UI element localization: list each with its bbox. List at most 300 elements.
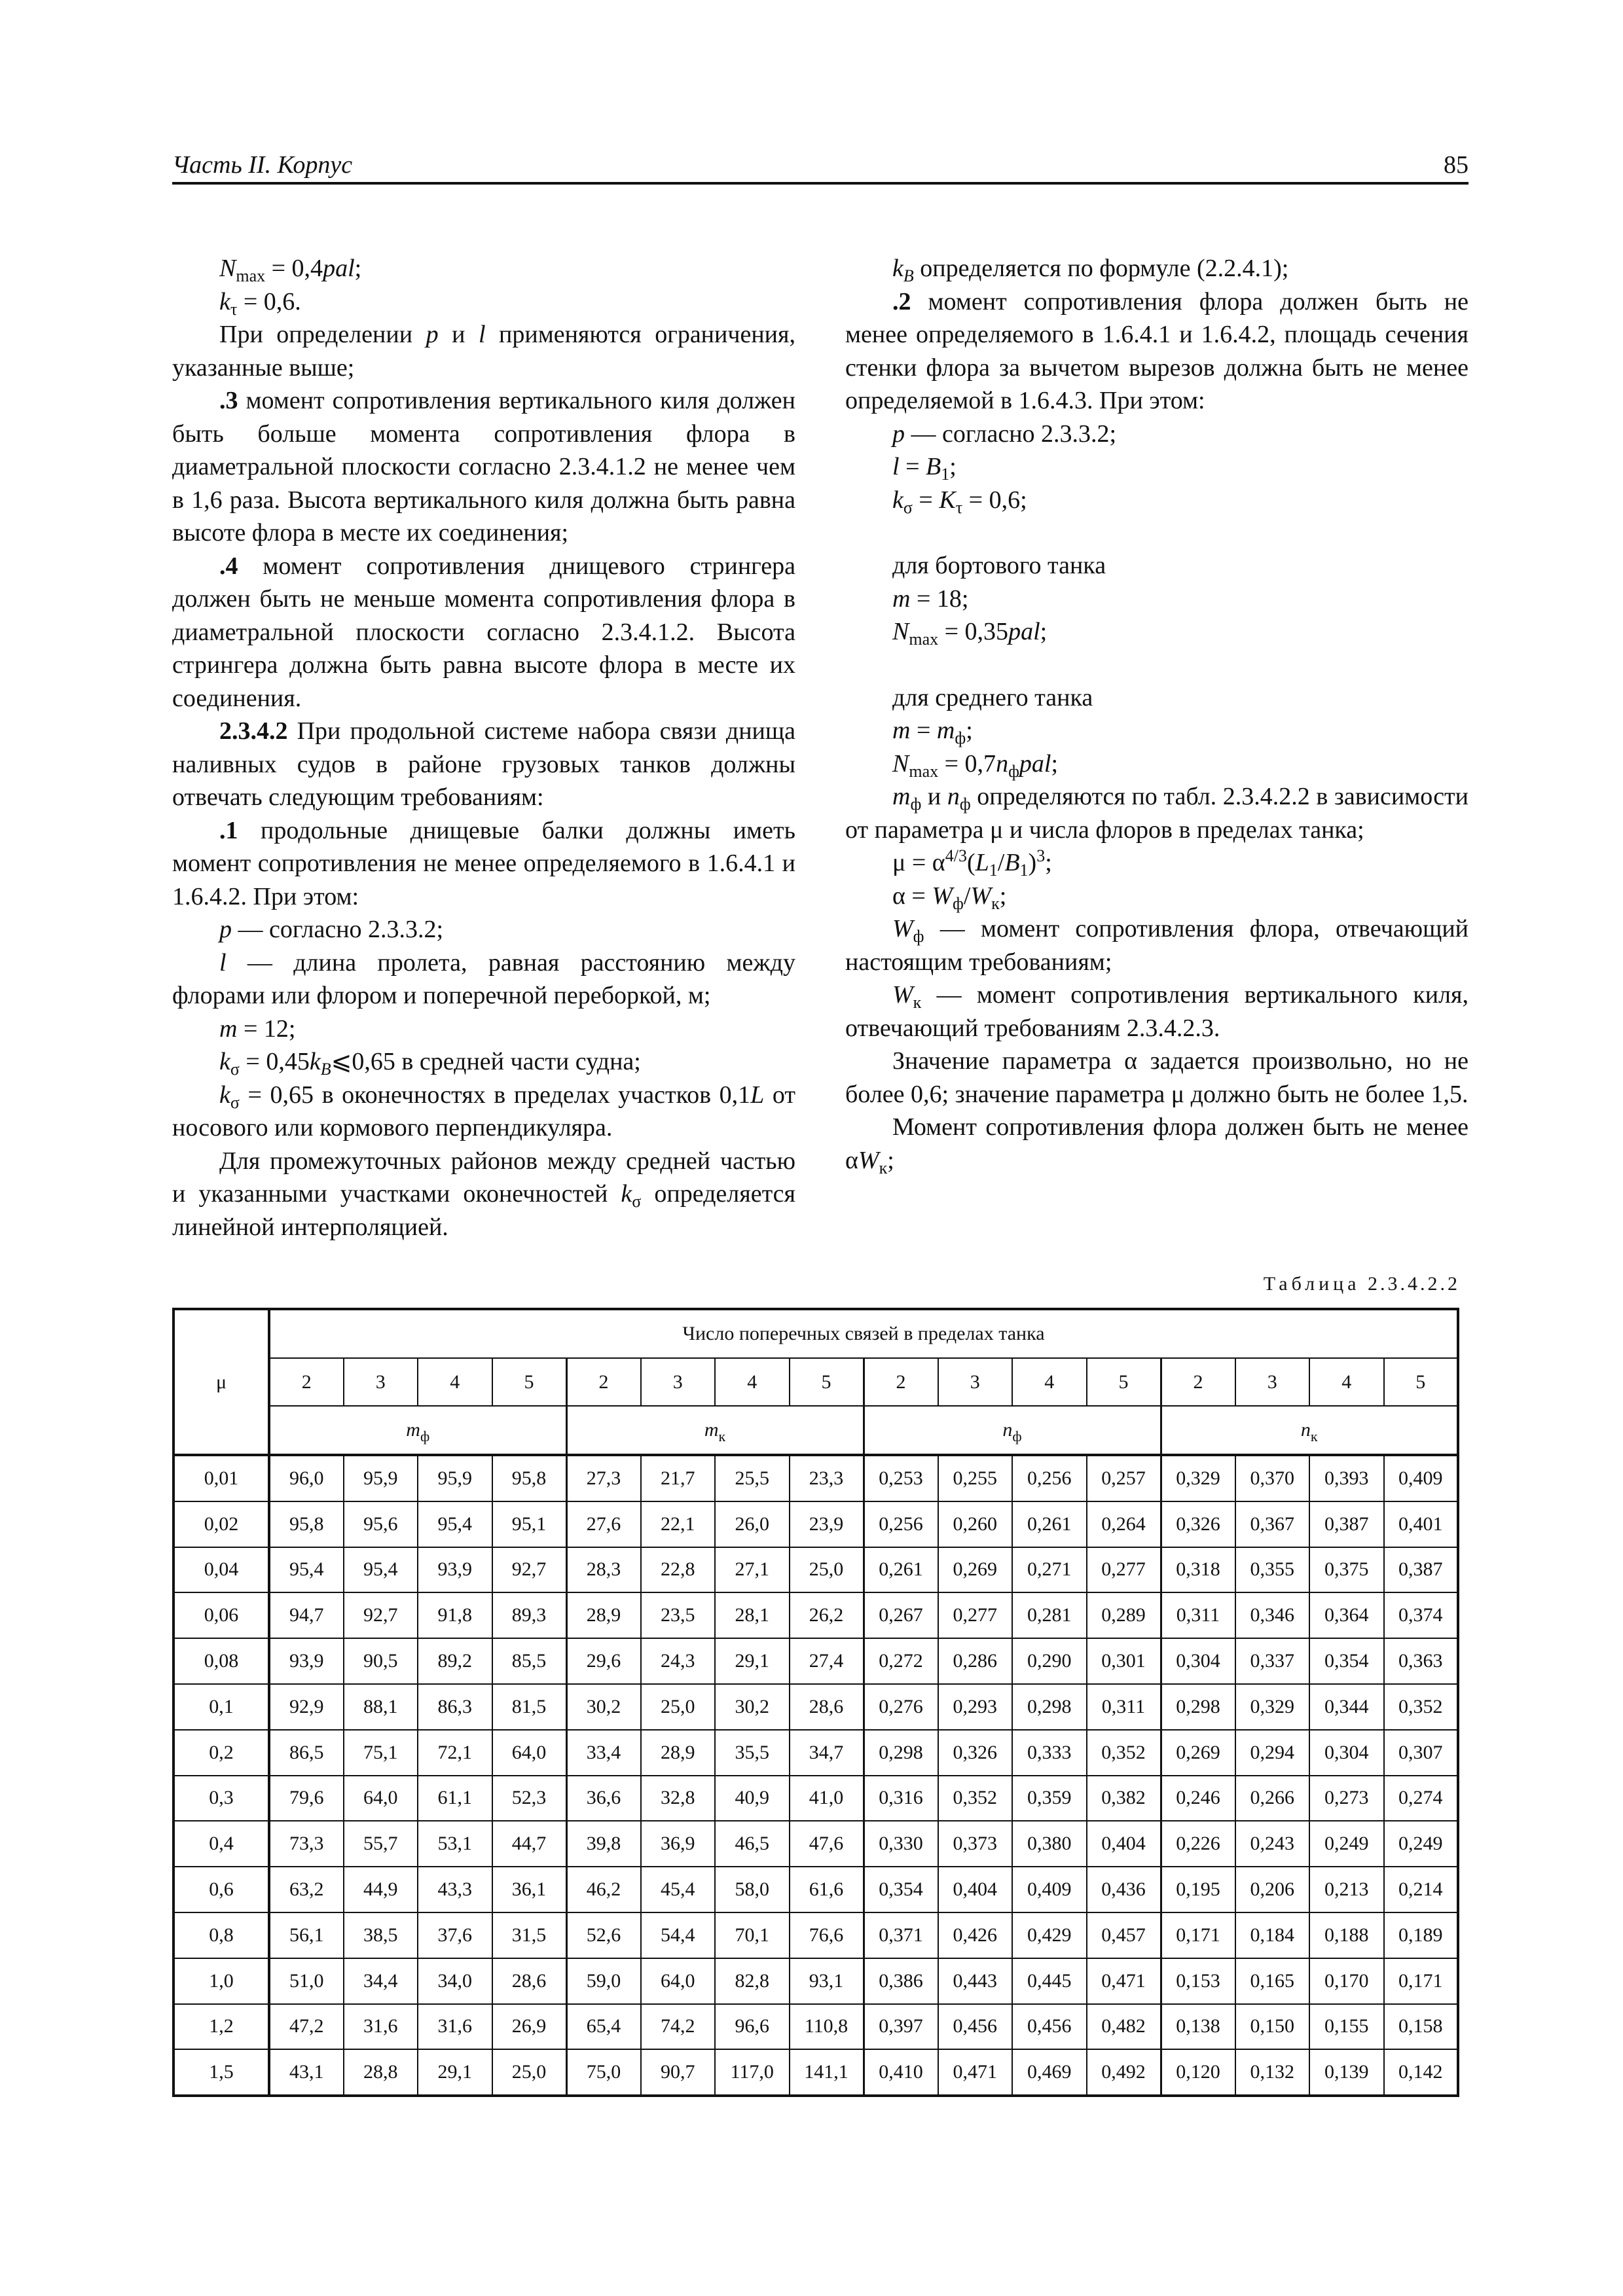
value-cell: 0,352 (1384, 1684, 1459, 1730)
def-ksigma-middle: $k_\sigma$ = $0,45k_B⩽0,65$ в средней части судна; (219, 1048, 641, 1079)
value-cell: 95,6 (344, 1501, 418, 1547)
value-cell: 27,3 (566, 1455, 641, 1501)
count-header-cell: 5 (1087, 1358, 1161, 1406)
value-cell: 95,4 (344, 1547, 418, 1593)
value-cell: 44,9 (344, 1867, 418, 1912)
value-cell: 28,6 (790, 1684, 864, 1730)
value-cell: 64,0 (492, 1730, 567, 1776)
value-cell: 0,374 (1384, 1592, 1459, 1638)
value-cell: 0,367 (1235, 1501, 1310, 1547)
value-cell: 0,132 (1235, 2049, 1310, 2096)
value-cell: 0,158 (1384, 2004, 1459, 2050)
value-cell: 94,7 (269, 1592, 344, 1638)
group-subscript: ф (420, 1428, 430, 1444)
value-cell: 0,171 (1384, 1958, 1459, 2004)
value-cell: 92,9 (269, 1684, 344, 1730)
value-cell: 95,1 (492, 1501, 567, 1547)
def-wk: $W_к$ — момент сопротивления вертикального киля, отвечающий требованиям 2.3.4.2.3. (845, 981, 1468, 1042)
value-cell: 23,3 (790, 1455, 864, 1501)
def-l-floor: $l = B_1$; (892, 453, 957, 484)
value-cell: 51,0 (269, 1958, 344, 2004)
value-cell: 0,290 (1012, 1638, 1087, 1684)
value-cell: 52,3 (492, 1776, 567, 1821)
value-cell: 0,355 (1235, 1547, 1310, 1593)
value-cell: 0,269 (1161, 1730, 1235, 1776)
value-cell: 61,1 (418, 1776, 492, 1821)
value-cell: 29,6 (566, 1638, 641, 1684)
value-cell: 0,226 (1161, 1821, 1235, 1867)
value-cell: 23,9 (790, 1501, 864, 1547)
def-nmax-center: $N_{max} = 0,7n_фpal$; (892, 749, 1059, 781)
value-cell: 55,7 (344, 1821, 418, 1867)
value-cell: 70,1 (715, 1912, 790, 1958)
mu-cell: 1,0 (173, 1958, 269, 2004)
value-cell: 26,0 (715, 1501, 790, 1547)
value-cell: 0,364 (1309, 1592, 1384, 1638)
paragraph-4: .4 момент сопротивления днищевого стрингера должен быть не меньше момента сопротивления флора в диаметральной плоскости согласно 2.3.4.1.2. Высота стрингера должна быть равна высоте флора в месте их соединения. (172, 552, 795, 712)
value-cell: 36,9 (641, 1821, 716, 1867)
data-table (172, 1308, 1459, 2097)
mu-cell: 0,1 (173, 1684, 269, 1730)
value-cell: 38,5 (344, 1912, 418, 1958)
group-subscript: к (718, 1428, 726, 1444)
value-cell: 0,153 (1161, 1958, 1235, 2004)
value-cell: 0,272 (864, 1638, 938, 1684)
value-cell: 28,6 (492, 1958, 567, 2004)
paragraph-parameter-limits: Значение параметра α задается произвольно, но не более 0,6; значение параметра μ должно быть не более 1,5. (845, 1047, 1468, 1108)
count-header-cell: 5 (1384, 1358, 1459, 1406)
value-cell: 92,7 (344, 1592, 418, 1638)
def-wf: $W_ф$ — момент сопротивления флора, отвечающий настоящим требованиям; (845, 915, 1468, 976)
value-cell: 0,352 (938, 1776, 1013, 1821)
table-row (173, 1592, 1458, 1638)
value-cell: 89,2 (418, 1638, 492, 1684)
value-cell: 0,269 (938, 1547, 1013, 1593)
value-cell: 93,9 (418, 1547, 492, 1593)
value-cell: 0,359 (1012, 1776, 1087, 1821)
def-ksigma-ends: $k_\sigma = 0,65$ в оконечностях в пределах участков 0,1L от носового или кормового перпендикуляра. (172, 1081, 796, 1141)
count-header-cell: 4 (1012, 1358, 1087, 1406)
value-cell: 29,1 (418, 2049, 492, 2096)
table-row (173, 1958, 1458, 2004)
value-cell: 46,5 (715, 1821, 790, 1867)
count-header-cell: 3 (344, 1358, 418, 1406)
def-m-side: m = 18; (892, 584, 969, 613)
value-cell: 75,1 (344, 1730, 418, 1776)
value-cell: 0,213 (1309, 1867, 1384, 1912)
value-cell: 0,249 (1384, 1821, 1459, 1867)
def-m: m = 12; (219, 1014, 296, 1043)
value-cell: 56,1 (269, 1912, 344, 1958)
value-cell: 0,346 (1235, 1592, 1310, 1638)
value-cell: 0,354 (1309, 1638, 1384, 1684)
value-cell: 31,6 (344, 2004, 418, 2050)
value-cell: 45,4 (641, 1867, 716, 1912)
span-header: Число поперечных связей в пределах танка (269, 1309, 1458, 1358)
mu-cell: 0,4 (173, 1821, 269, 1867)
value-cell: 0,380 (1012, 1821, 1087, 1867)
mu-cell: 0,01 (173, 1455, 269, 1501)
value-cell: 0,253 (864, 1455, 938, 1501)
value-cell: 0,256 (1012, 1455, 1087, 1501)
group-header-cell (1161, 1406, 1458, 1455)
value-cell: 61,6 (790, 1867, 864, 1912)
value-cell: 0,382 (1087, 1776, 1161, 1821)
table-row (173, 1501, 1458, 1547)
value-cell: 0,165 (1235, 1958, 1310, 2004)
value-cell: 26,9 (492, 2004, 567, 2050)
value-cell: 0,352 (1087, 1730, 1161, 1776)
paragraph-2-3-4-2: 2.3.4.2 При продольной системе набора связи днища наливных судов в районе грузовых танков должны отвечать следующим требованиям: (172, 717, 795, 811)
mu-cell: 0,3 (173, 1776, 269, 1821)
value-cell: 23,5 (641, 1592, 716, 1638)
value-cell: 52,6 (566, 1912, 641, 1958)
value-cell: 47,2 (269, 2004, 344, 2050)
value-cell: 0,261 (864, 1547, 938, 1593)
value-cell: 31,6 (418, 2004, 492, 2050)
value-cell: 90,7 (641, 2049, 716, 2096)
value-cell: 25,0 (790, 1547, 864, 1593)
side-tank-label: для бортового танка (892, 552, 1106, 579)
count-header-cell: 4 (1309, 1358, 1384, 1406)
table-row (173, 1455, 1458, 1501)
paragraph-1: .1 продольные днищевые балки должны иметь момент сопротивления не менее определяемого в 1.6.4.1 и 1.6.4.2. При этом: (172, 816, 795, 910)
running-header (172, 145, 1468, 185)
value-cell: 28,3 (566, 1547, 641, 1593)
count-header-cell: 2 (1161, 1358, 1235, 1406)
value-cell: 37,6 (418, 1912, 492, 1958)
center-tank-label: для среднего танка (892, 683, 1093, 711)
value-cell: 0,260 (938, 1501, 1013, 1547)
header-title: Часть II. Корпус (172, 151, 353, 179)
value-cell: 0,206 (1235, 1867, 1310, 1912)
right-column (845, 252, 1468, 1177)
value-cell: 30,2 (566, 1684, 641, 1730)
def-ksigma-floor: $k_\sigma = K_\tau = 0,6$; (892, 486, 1027, 517)
group-symbol: n (1002, 1419, 1013, 1441)
value-cell: 0,311 (1161, 1592, 1235, 1638)
value-cell: 0,184 (1235, 1912, 1310, 1958)
value-cell: 95,8 (492, 1455, 567, 1501)
value-cell: 0,294 (1235, 1730, 1310, 1776)
group-header-cell (566, 1406, 864, 1455)
count-header-cell: 2 (566, 1358, 641, 1406)
value-cell: 0,286 (938, 1638, 1013, 1684)
value-cell: 36,6 (566, 1776, 641, 1821)
mu-cell: 0,6 (173, 1867, 269, 1912)
value-cell: 0,155 (1309, 2004, 1384, 2050)
value-cell: 0,344 (1309, 1684, 1384, 1730)
group-subscript: к (1310, 1428, 1318, 1444)
value-cell: 0,261 (1012, 1501, 1087, 1547)
table-row (173, 1547, 1458, 1593)
value-cell: 25,5 (715, 1455, 790, 1501)
paragraph-2: .2 момент сопротивления флора должен быть не менее определяемого в 1.6.4.1 и 1.6.4.2, площадь сечения стенки флора за вычетом вырезов должна быть не менее определяемой в 1.6.4.3. При этом: (845, 287, 1468, 414)
value-cell: 0,333 (1012, 1730, 1087, 1776)
value-cell: 82,8 (715, 1958, 790, 2004)
count-header-cell: 5 (790, 1358, 864, 1406)
count-header-cell: 2 (864, 1358, 938, 1406)
value-cell: 0,255 (938, 1455, 1013, 1501)
value-cell: 0,273 (1309, 1776, 1384, 1821)
value-cell: 74,2 (641, 2004, 716, 2050)
value-cell: 0,371 (864, 1912, 938, 1958)
value-cell: 0,471 (1087, 1958, 1161, 2004)
value-cell: 22,1 (641, 1501, 716, 1547)
value-cell: 64,0 (344, 1776, 418, 1821)
value-cell: 28,8 (344, 2049, 418, 2096)
value-cell: 35,5 (715, 1730, 790, 1776)
value-cell: 0,304 (1161, 1638, 1235, 1684)
value-cell: 43,3 (418, 1867, 492, 1912)
value-cell: 0,404 (1087, 1821, 1161, 1867)
value-cell: 0,409 (1012, 1867, 1087, 1912)
value-cell: 92,7 (492, 1547, 567, 1593)
value-cell: 26,2 (790, 1592, 864, 1638)
value-cell: 0,189 (1384, 1912, 1459, 1958)
value-cell: 0,397 (864, 2004, 938, 2050)
left-column (172, 252, 795, 1244)
value-cell: 0,337 (1235, 1638, 1310, 1684)
value-cell: 27,6 (566, 1501, 641, 1547)
mu-cell: 1,5 (173, 2049, 269, 2096)
value-cell: 0,386 (864, 1958, 938, 2004)
count-header-cell: 4 (418, 1358, 492, 1406)
group-header-cell (269, 1406, 566, 1455)
value-cell: 0,289 (1087, 1592, 1161, 1638)
def-m-center: $m = m_ф$; (892, 717, 973, 747)
count-header-cell: 4 (715, 1358, 790, 1406)
table-row (173, 1638, 1458, 1684)
table-row (173, 1684, 1458, 1730)
mu-header: μ (173, 1309, 269, 1455)
value-cell: 0,298 (864, 1730, 938, 1776)
value-cell: 0,249 (1309, 1821, 1384, 1867)
value-cell: 93,9 (269, 1638, 344, 1684)
value-cell: 0,482 (1087, 2004, 1161, 2050)
group-header-cell (864, 1406, 1161, 1455)
value-cell: 95,4 (418, 1501, 492, 1547)
value-cell: 0,393 (1309, 1455, 1384, 1501)
table-header-row (173, 1309, 1458, 1358)
value-cell: 89,3 (492, 1592, 567, 1638)
value-cell: 0,256 (864, 1501, 938, 1547)
group-symbol: n (1300, 1419, 1311, 1441)
value-cell: 73,3 (269, 1821, 344, 1867)
value-cell: 22,8 (641, 1547, 716, 1593)
value-cell: 54,4 (641, 1912, 716, 1958)
value-cell: 29,1 (715, 1638, 790, 1684)
value-cell: 95,4 (269, 1547, 344, 1593)
value-cell: 90,5 (344, 1638, 418, 1684)
value-cell: 0,195 (1161, 1867, 1235, 1912)
value-cell: 0,426 (938, 1912, 1013, 1958)
count-header-cell: 3 (641, 1358, 716, 1406)
mu-cell: 1,2 (173, 2004, 269, 2050)
value-cell: 0,410 (864, 2049, 938, 2096)
value-cell: 47,6 (790, 1821, 864, 1867)
mu-cell: 0,08 (173, 1638, 269, 1684)
value-cell: 0,281 (1012, 1592, 1087, 1638)
value-cell: 86,5 (269, 1730, 344, 1776)
value-cell: 0,457 (1087, 1912, 1161, 1958)
formula-mu: $\mu = \alpha^{4/3}(L_1/B_1)^3$; (892, 846, 1052, 880)
value-cell: 96,0 (269, 1455, 344, 1501)
paragraph-3: .3 момент сопротивления вертикального киля должен быть больше момента сопротивления флора в диаметральной плоскости согласно 2.3.4.1.2 не менее чем в 1,6 раза. Высота вертикального киля должна быть равна высоте флора в месте их соединения; (172, 387, 795, 547)
value-cell: 58,0 (715, 1867, 790, 1912)
value-cell: 0,373 (938, 1821, 1013, 1867)
count-header-cell: 3 (1235, 1358, 1310, 1406)
value-cell: 0,150 (1235, 2004, 1310, 2050)
value-cell: 72,1 (418, 1730, 492, 1776)
value-cell: 0,311 (1087, 1684, 1161, 1730)
value-cell: 31,5 (492, 1912, 567, 1958)
value-cell: 0,277 (938, 1592, 1013, 1638)
value-cell: 0,456 (938, 2004, 1013, 2050)
value-cell: 44,7 (492, 1821, 567, 1867)
value-cell: 32,8 (641, 1776, 716, 1821)
value-cell: 0,443 (938, 1958, 1013, 2004)
value-cell: 0,429 (1012, 1912, 1087, 1958)
value-cell: 0,401 (1384, 1501, 1459, 1547)
value-cell: 28,9 (641, 1730, 716, 1776)
group-symbol: m (406, 1419, 420, 1441)
value-cell: 0,492 (1087, 2049, 1161, 2096)
value-cell: 0,301 (1087, 1638, 1161, 1684)
value-cell: 81,5 (492, 1684, 567, 1730)
value-cell: 27,4 (790, 1638, 864, 1684)
spacer (845, 649, 1468, 681)
mu-cell: 0,06 (173, 1592, 269, 1638)
value-cell: 0,298 (1161, 1684, 1235, 1730)
paragraph-interpolation: Для промежуточных районов между средней частью и указанными участками оконечностей $k_\sigma$ определяется линейной интерполяцией. (172, 1147, 796, 1241)
value-cell: 0,293 (938, 1684, 1013, 1730)
value-cell: 0,387 (1309, 1501, 1384, 1547)
paragraph-table-ref: $m_ф$ и $n_ф$ определяются по табл. 2.3.4.2.2 в зависимости от параметра μ и числа флоров в пределах танка; (845, 783, 1468, 844)
value-cell: 0,139 (1309, 2049, 1384, 2096)
value-cell: 64,0 (641, 1958, 716, 2004)
value-cell: 0,246 (1161, 1776, 1235, 1821)
value-cell: 0,409 (1384, 1455, 1459, 1501)
value-cell: 59,0 (566, 1958, 641, 2004)
mu-cell: 0,04 (173, 1547, 269, 1593)
value-cell: 91,8 (418, 1592, 492, 1638)
value-cell: 0,471 (938, 2049, 1013, 2096)
value-cell: 79,6 (269, 1776, 344, 1821)
formula-ktau: $k_\tau = 0,6$. (219, 287, 301, 319)
value-cell: 65,4 (566, 2004, 641, 2050)
value-cell: 0,387 (1384, 1547, 1459, 1593)
group-subscript: ф (1012, 1428, 1022, 1444)
value-cell: 0,271 (1012, 1547, 1087, 1593)
value-cell: 0,142 (1384, 2049, 1459, 2096)
value-cell: 28,9 (566, 1592, 641, 1638)
value-cell: 0,171 (1161, 1912, 1235, 1958)
value-cell: 0,170 (1309, 1958, 1384, 2004)
value-cell: 0,330 (864, 1821, 938, 1867)
value-cell: 0,329 (1235, 1684, 1310, 1730)
value-cell: 0,264 (1087, 1501, 1161, 1547)
def-kb: $k_B$ определяется по формуле (2.2.4.1); (892, 255, 1289, 285)
value-cell: 24,3 (641, 1638, 716, 1684)
value-cell: 0,298 (1012, 1684, 1087, 1730)
value-cell: 0,120 (1161, 2049, 1235, 2096)
value-cell: 43,1 (269, 2049, 344, 2096)
table-row (173, 1730, 1458, 1776)
value-cell: 76,6 (790, 1912, 864, 1958)
value-cell: 0,304 (1309, 1730, 1384, 1776)
spacer (845, 516, 1468, 549)
value-cell: 0,266 (1235, 1776, 1310, 1821)
value-cell: 34,7 (790, 1730, 864, 1776)
value-cell: 0,404 (938, 1867, 1013, 1912)
value-cell: 30,2 (715, 1684, 790, 1730)
value-cell: 0,456 (1012, 2004, 1087, 2050)
def-nmax-side: $N_{max} = 0,35pal$; (892, 618, 1048, 649)
value-cell: 0,257 (1087, 1455, 1161, 1501)
counts-header-row (173, 1358, 1458, 1406)
mu-cell: 0,2 (173, 1730, 269, 1776)
value-cell: 0,138 (1161, 2004, 1235, 2050)
table-row (173, 2004, 1458, 2050)
value-cell: 0,316 (864, 1776, 938, 1821)
value-cell: 0,318 (1161, 1547, 1235, 1593)
value-cell: 0,276 (864, 1684, 938, 1730)
mu-cell: 0,02 (173, 1501, 269, 1547)
groups-header-row (173, 1406, 1458, 1455)
value-cell: 0,326 (938, 1730, 1013, 1776)
value-cell: 25,0 (641, 1684, 716, 1730)
def-l: l — длина пролета, равная расстоянию между флорами или флором и поперечной переборкой, м; (172, 948, 795, 1009)
count-header-cell: 3 (938, 1358, 1013, 1406)
count-header-cell: 5 (492, 1358, 567, 1406)
value-cell: 33,4 (566, 1730, 641, 1776)
count-header-cell: 2 (269, 1358, 344, 1406)
value-cell: 0,370 (1235, 1455, 1310, 1501)
table-row (173, 1867, 1458, 1912)
value-cell: 0,214 (1384, 1867, 1459, 1912)
value-cell: 110,8 (790, 2004, 864, 2050)
table-row (173, 1912, 1458, 1958)
value-cell: 95,9 (418, 1455, 492, 1501)
value-cell: 141,1 (790, 2049, 864, 2096)
value-cell: 0,326 (1161, 1501, 1235, 1547)
value-cell: 75,0 (566, 2049, 641, 2096)
value-cell: 27,1 (715, 1547, 790, 1593)
value-cell: 96,6 (715, 2004, 790, 2050)
value-cell: 40,9 (715, 1776, 790, 1821)
value-cell: 21,7 (641, 1455, 716, 1501)
value-cell: 0,363 (1384, 1638, 1459, 1684)
value-cell: 53,1 (418, 1821, 492, 1867)
value-cell: 88,1 (344, 1684, 418, 1730)
value-cell: 36,1 (492, 1867, 567, 1912)
value-cell: 0,329 (1161, 1455, 1235, 1501)
value-cell: 86,3 (418, 1684, 492, 1730)
value-cell: 0,469 (1012, 2049, 1087, 2096)
value-cell: 0,307 (1384, 1730, 1459, 1776)
value-cell: 95,8 (269, 1501, 344, 1547)
table-row (173, 2049, 1458, 2096)
value-cell: 0,354 (864, 1867, 938, 1912)
value-cell: 95,9 (344, 1455, 418, 1501)
value-cell: 0,188 (1309, 1912, 1384, 1958)
value-cell: 0,274 (1384, 1776, 1459, 1821)
value-cell: 85,5 (492, 1638, 567, 1684)
value-cell: 41,0 (790, 1776, 864, 1821)
value-cell: 0,267 (864, 1592, 938, 1638)
value-cell: 0,277 (1087, 1547, 1161, 1593)
